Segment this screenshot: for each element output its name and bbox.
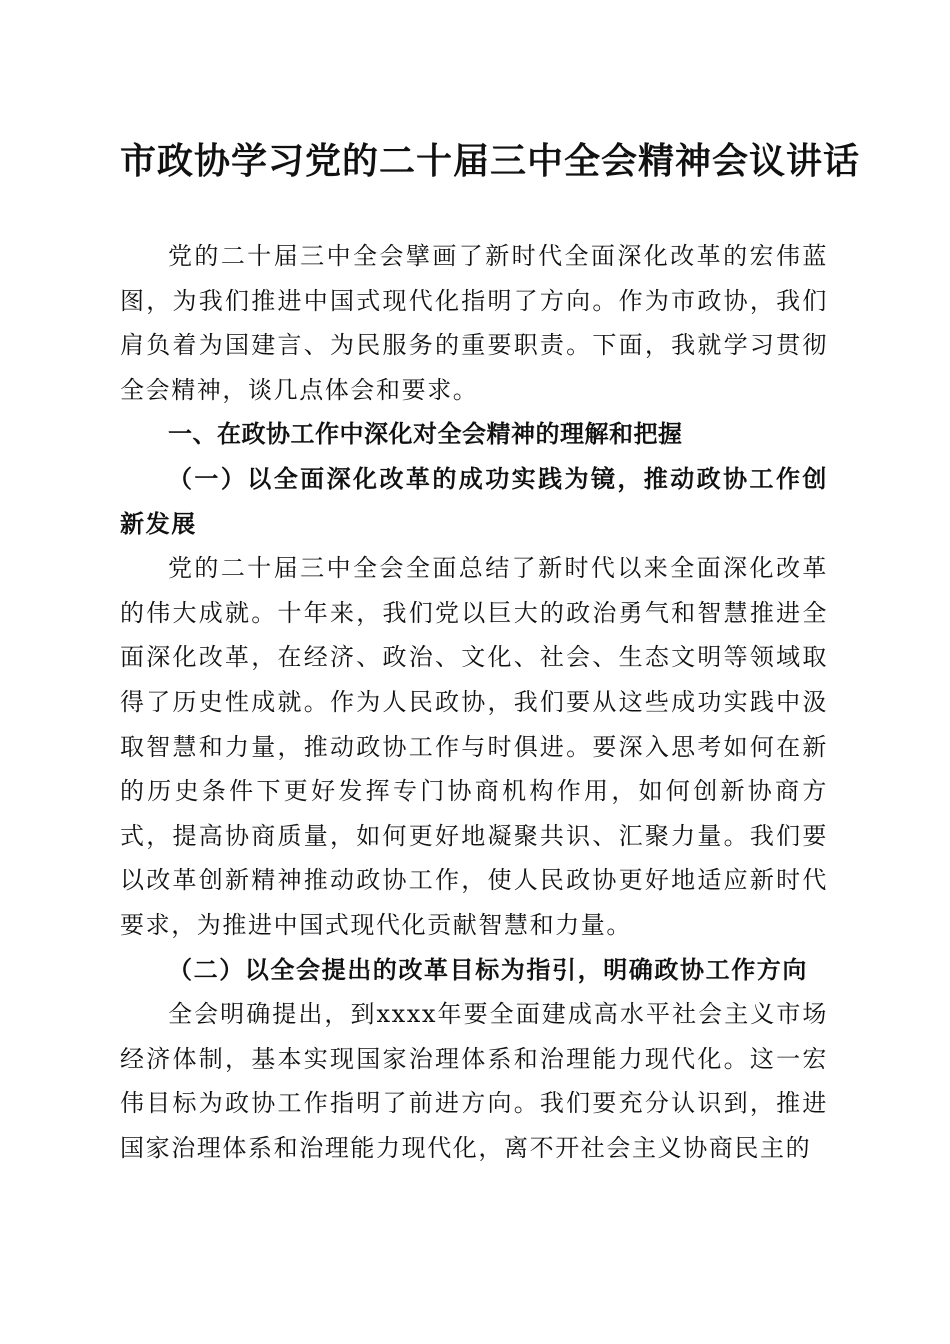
subsection-body-2: 全会明确提出，到xxxx年要全面建成高水平社会主义市场经济体制，基本实现国家治理体系和治理能力现代化。这一宏伟目标为政协工作指明了前进方向。我们要充分认识到，推进国家治理体系和治理能力现代化，离不开社会主义协商民主的 [120,1000,828,1162]
section-heading-1: 一、在政协工作中深化对全会精神的理解和把握 [168,420,683,449]
subsection-heading-1: （一）以全面深化改革的成功实践为镜，推动政协工作创新发展 [120,463,828,538]
title-spacer [120,192,828,234]
intro-paragraph: 党的二十届三中全会擘画了新时代全面深化改革的宏伟蓝图，为我们推进中国式现代化指明了方向。作为市政协，我们肩负着为国建言、为民服务的重要职责。下面，我就学习贯彻全会精神，谈几点体会和要求。 [120,242,828,404]
document-title: 市政协学习党的二十届三中全会精神会议讲话 [120,140,861,182]
document-page [120,130,861,1170]
subsection-body-1: 党的二十届三中全会全面总结了新时代以来全面深化改革的伟大成就。十年来，我们党以巨大的政治勇气和智慧推进全面深化改革，在经济、政治、文化、社会、生态文明等领域取得了历史性成就。作为人民政协，我们要从这些成功实践中汲取智慧和力量，推动政协工作与时俱进。要深入思考如何在新的历史条件下更好发挥专门协商机构作用，如何创新协商方式，提高协商质量，如何更好地凝聚共识、汇聚力量。我们要以改革创新精神推动政协工作，使人民政协更好地适应新时代要求，为推进中国式现代化贡献智慧和力量。 [120,554,828,939]
subsection-heading-2: （二）以全会提出的改革目标为指引，明确政协工作方向 [168,954,808,984]
